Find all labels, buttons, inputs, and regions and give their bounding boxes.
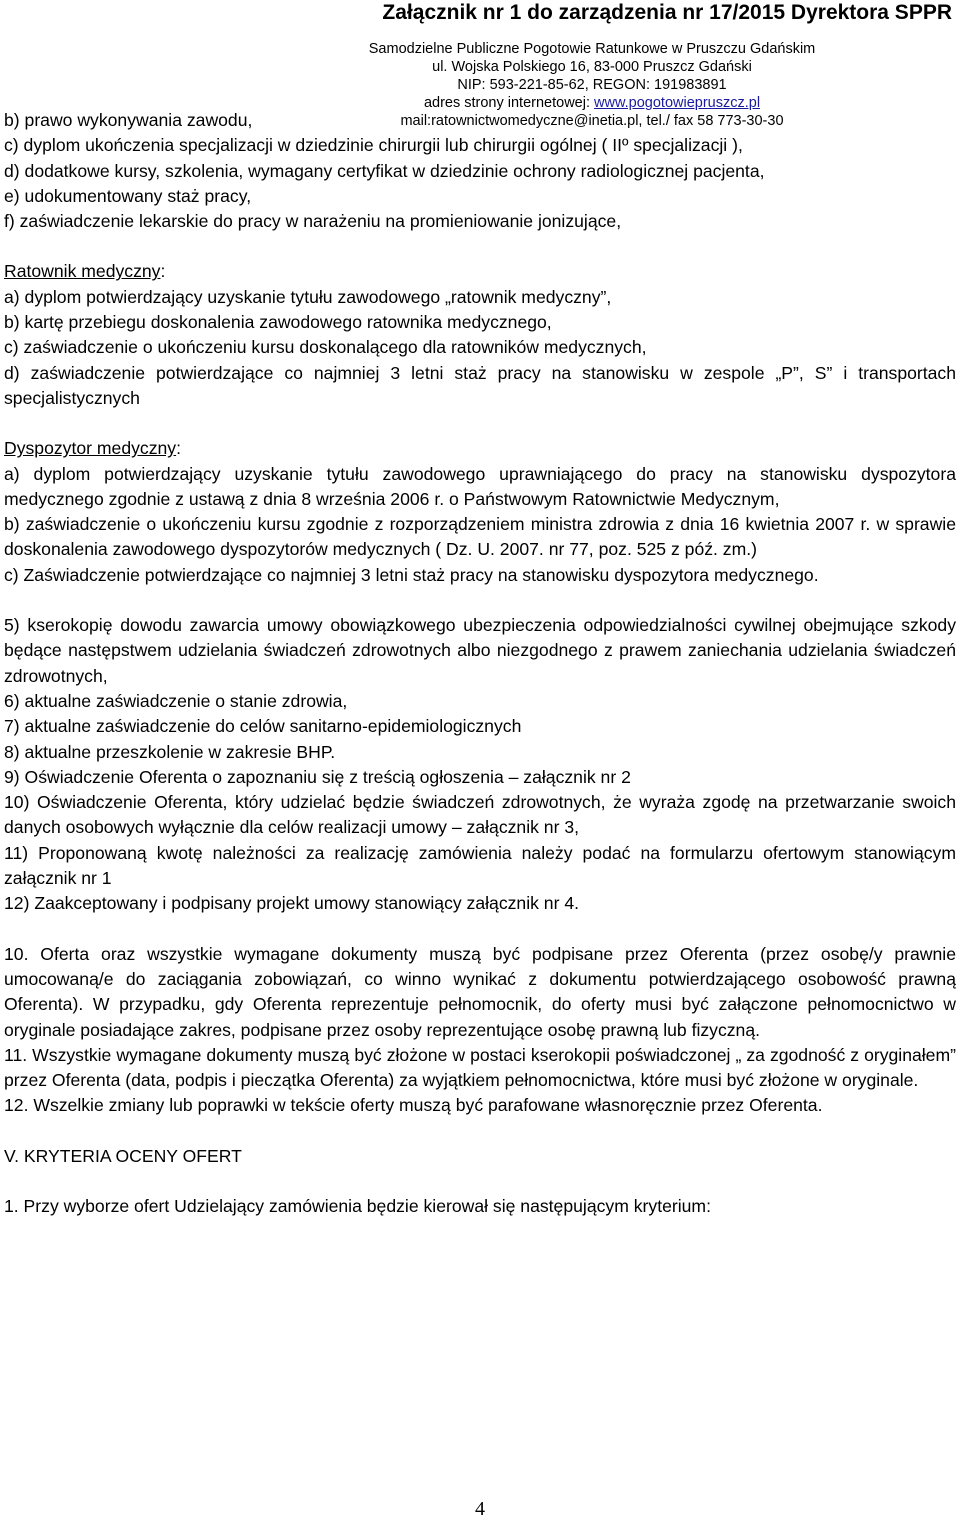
website-label: adres strony internetowej: [423,95,590,111]
paramedic-item-d: d) zaświadczenie potwierdzające co najmniej 3 letni staż pracy na stanowisku w zespole „P”, S” i transportach specjalistycznych [4,362,956,408]
paramedic-item-b: b) kartę przebiegu doskonalenia zawodowego ratownika medycznego, [4,312,552,333]
paramedic-item-a: a) dyplom potwierdzający uzyskanie tytułu zawodowego „ratownik medyczny”, [4,286,612,307]
numbered-item-10: 10) Oświadczenie Oferenta, który udzielać będzie świadczeń zdrowotnych, że wyraża zgodę na przetwarzanie swoich danych osobowych wyłącznie dla celów realizacji umowy – załącznik nr 3, [4,792,956,838]
dispatcher-heading: Dyspozytor medyczny: [4,438,181,459]
organization-ids: NIP: 593-221-85-62, REGON: 191983891 [457,77,727,93]
numbered-item-6: 6) aktualne zaświadczenie o stanie zdrowia, [4,690,348,711]
page-number: 4 [475,1498,485,1520]
doctor-item-e: e) udokumentowany staż pracy, [4,185,252,206]
organization-address: ul. Wojska Polskiego 16, 83-000 Pruszcz Gdański [432,59,752,75]
criteria-item-1: 1. Przy wyborze ofert Udzielający zamówienia będzie kierował się następującym kryterium: [4,1195,711,1216]
numbered-item-5: 5) kserokopię dowodu zawarcia umowy obowiązkowego ubezpieczenia odpowiedzialności cywilnej obejmujące szkody będące następstwem udzielania świadczeń zdrowotnych albo niezgodnego z prawem zaniechania udzielania świadczeń zdrowotnych, [4,615,956,686]
paramedic-item-c: c) zaświadczenie o ukończeniu kursu doskonalącego dla ratowników medycznych, [4,337,647,358]
doctor-item-c: c) dyplom ukończenia specjalizacji w dziedzinie chirurgii lub chirurgii ogólnej ( IIº specjalizacji ), [4,135,743,156]
numbered-item-11: 11) Proponowaną kwotę należności za realizację zamówienia należy podać na formularzu ofertowym stanowiącym załącznik nr 1 [4,842,956,889]
numbered-item-8: 8) aktualne przeszkolenie w zakresie BHP. [4,741,336,762]
document-body [4,108,956,1219]
dispatcher-item-a: a) dyplom potwierdzający uzyskanie tytułu zawodowego uprawniającego do pracy na stanowisku dyspozytora medycznego zgodnie z ustawą z dnia 8 września 2006 r. o Państwowym Ratownictwie Medycznym, [4,463,956,509]
point-10: 10. Oferta oraz wszystkie wymagane dokumenty muszą być podpisane przez Oferenta (przez osobę/y prawnie umocowaną/e do zaciągania zobowiązań, co winno wynikać z dokumentu potwierdzającego osobowość prawną Oferenta). W przypadku, gdy Oferenta reprezentuje pełnomocnik, do oferty musi być załączone pełnomocnictwo w oryginale posiadające zakres, podpisane przez osoby reprezentujące osobę prawną lub fizyczną. [4,943,956,1040]
dispatcher-item-b: b) zaświadczenie o ukończeniu kursu zgodnie z rozporządzeniem ministra zdrowia z dnia 16 kwietnia 2007 r. w sprawie doskonalenia zawodowego dyspozytorów medycznych ( Dz. U. 2007. nr 77, poz. 525 z póź. zm.) [4,514,956,560]
section-title: V. KRYTERIA OCENY OFERT [4,1145,242,1166]
numbered-item-9: 9) Oświadczenie Oferenta o zapoznaniu się z treścią ogłoszenia – załącznik nr 2 [4,766,631,787]
point-11: 11. Wszystkie wymagane dokumenty muszą być złożone w postaci kserokopii poświadczonej „ za zgodność z oryginałem” przez Oferenta (data, podpis i pieczątka Oferenta) za wyjątkiem pełnomocnictwa, które musi być złożone w oryginale. [4,1044,956,1091]
dispatcher-item-c: c) Zaświadczenie potwierdzające co najmniej 3 letni staż pracy na stanowisku dyspozytora medycznego. [4,564,819,585]
doctor-item-b: b) prawo wykonywania zawodu, [4,110,253,130]
point-12: 12. Wszelkie zmiany lub poprawki w tekście oferty muszą być parafowane własnoręcznie przez Oferenta. [4,1095,823,1116]
contact-line: mail:ratownictwomedyczne@inetia.pl, tel./ fax 58 773-30-30 [400,113,784,129]
numbered-item-12: 12) Zaakceptowany i podpisany projekt umowy stanowiący załącznik nr 4. [4,893,580,914]
paramedic-heading: Ratownik medyczny: [4,261,166,282]
organization-name: Samodzielne Publiczne Pogotowie Ratunkowe w Pruszczu Gdańskim [368,41,816,57]
doctor-item-f: f) zaświadczenie lekarskie do pracy w narażeniu na promieniowanie jonizujące, [4,211,622,232]
doctor-item-d: d) dodatkowe kursy, szkolenia, wymagany certyfikat w dziedzinie ochrony radiologicznej pacjenta, [4,160,765,181]
numbered-item-7: 7) aktualne zaświadczenie do celów sanitarno-epidemiologicznych [4,716,522,737]
website-link[interactable]: www.pogotowiepruszcz.pl [594,95,761,111]
attachment-title: Załącznik nr 1 do zarządzenia nr 17/2015 Dyrektora SPPR [382,1,952,24]
